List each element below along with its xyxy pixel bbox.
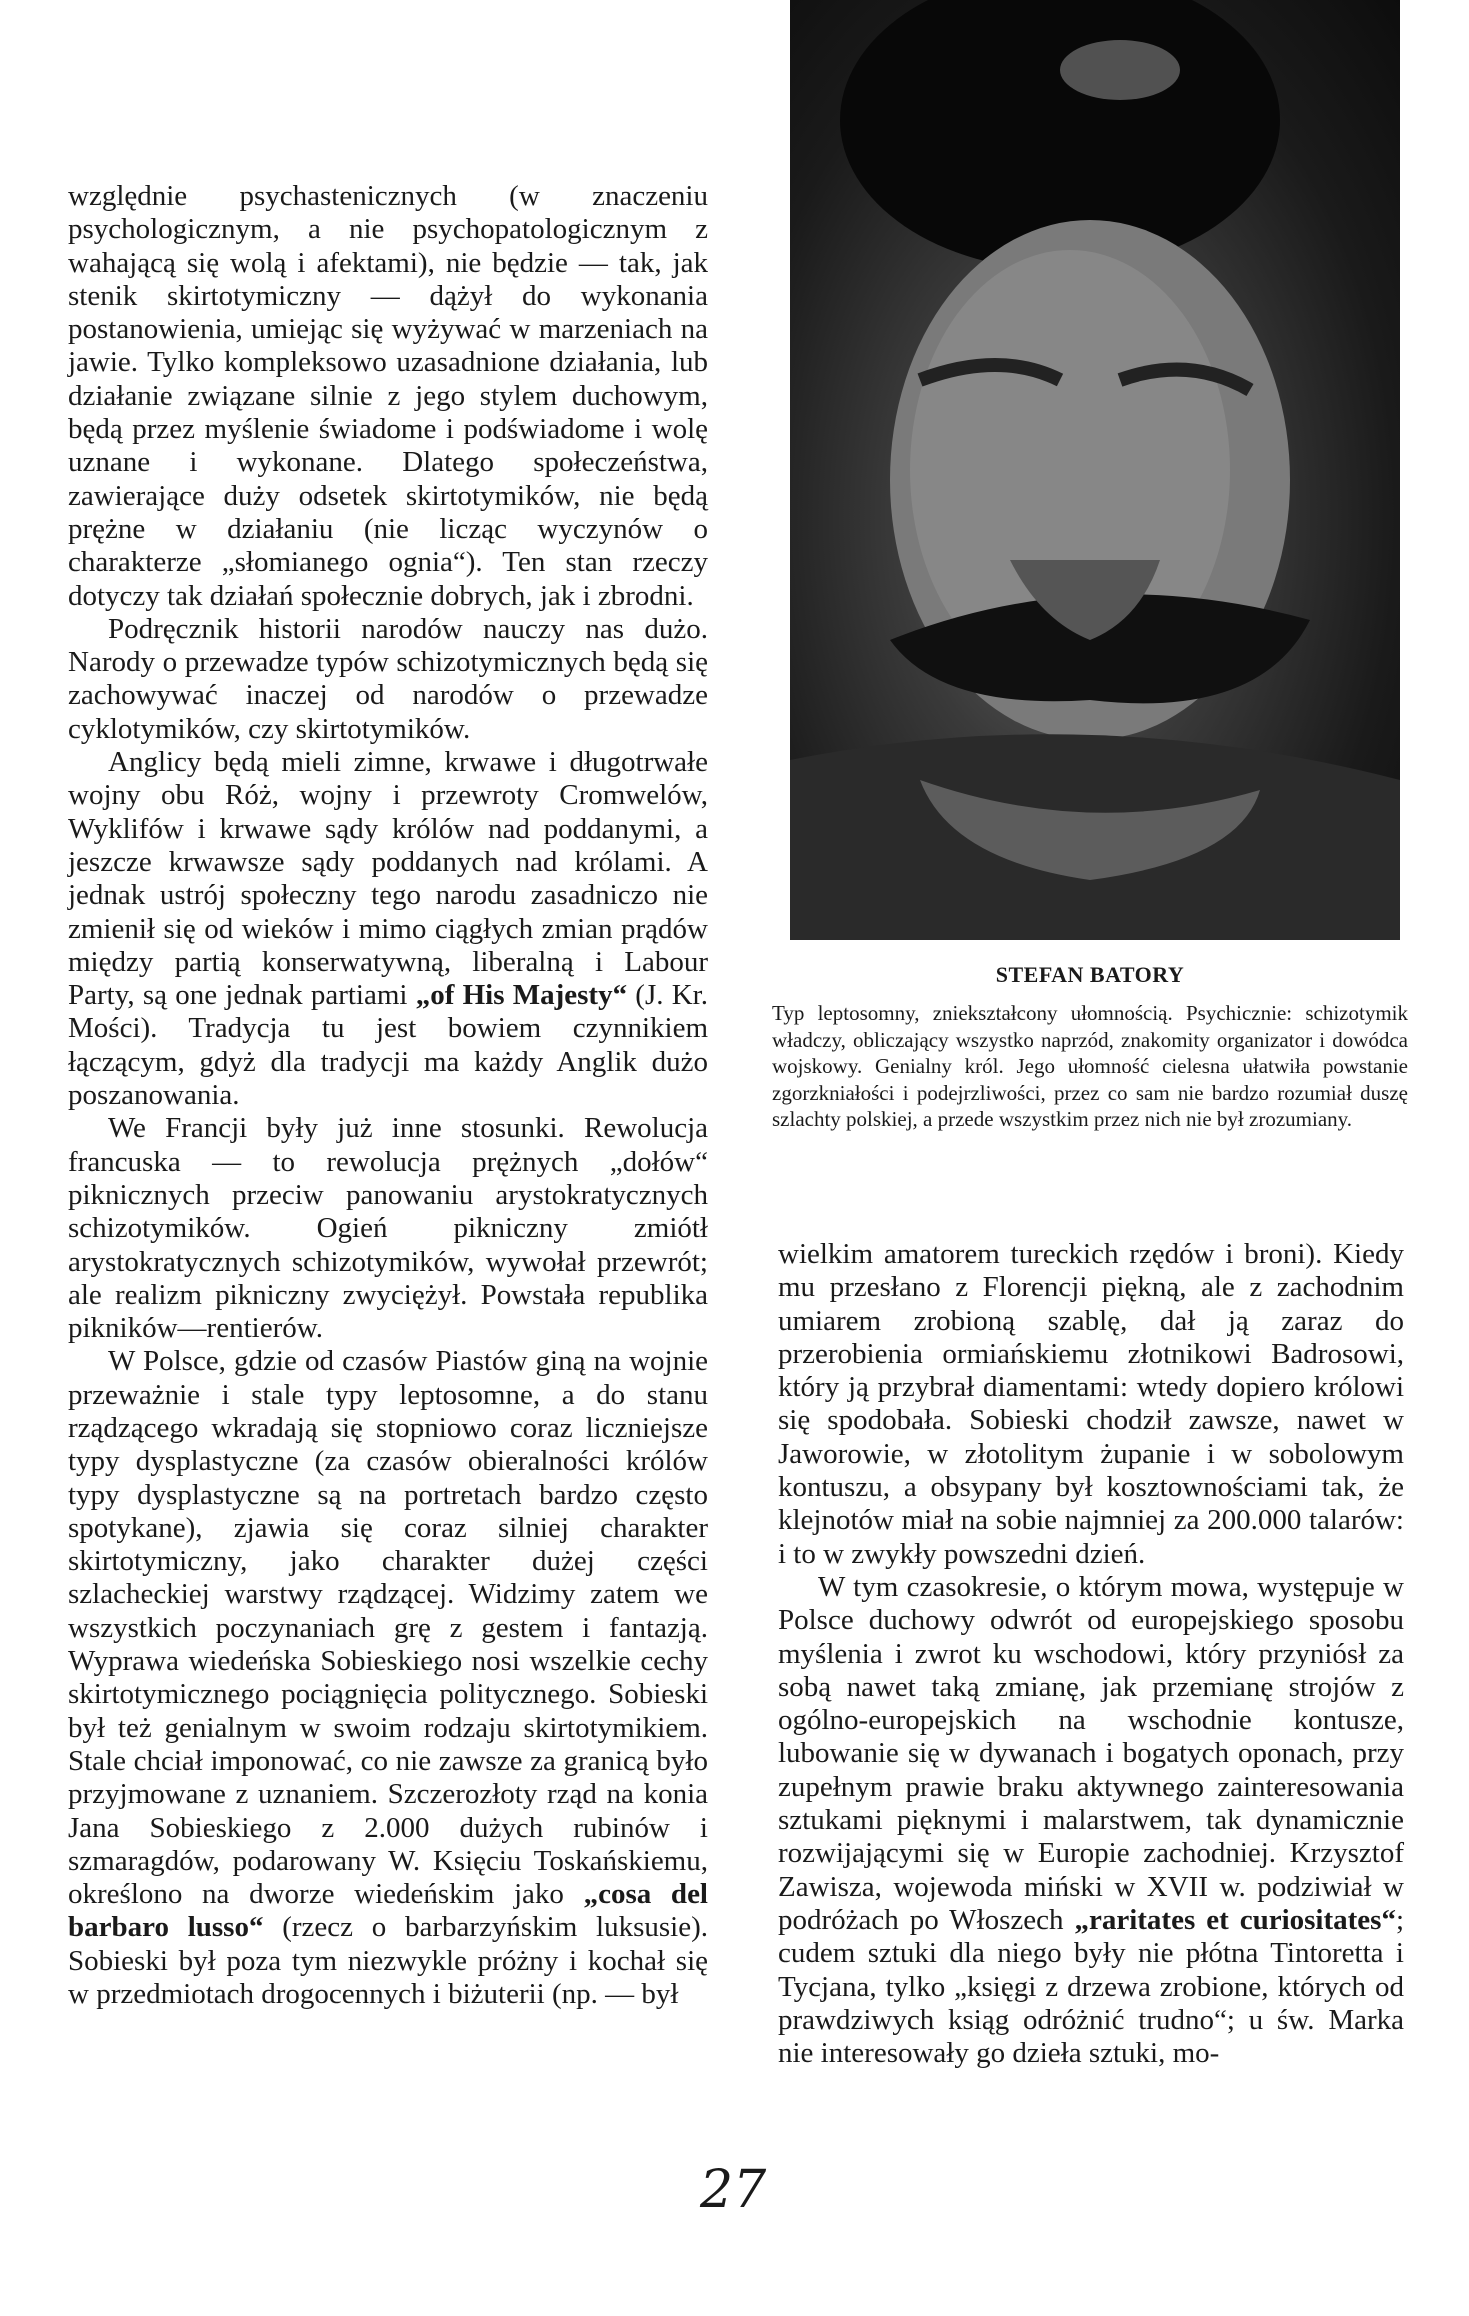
caption-body: Typ leptosomny, zniekształcony ułomnością. Psychicznie: schizotymik władczy, obliczający wszystko naprzód, znakomity organizator i dowódca wojskowy. Genialny król. Jego ułomność cielesna ułatwiła powstanie zgorzkniałości i podejrzliwości, przez co sam nie bardzo rozumiał duszę szlachty polskiej, a przede wszystkim przez nich nie był zrozumiany.: [772, 1001, 1408, 1131]
bold-phrase: „cosa del barbaro lusso“: [68, 1878, 708, 1944]
paragraph: W tym czasokresie, o którym mowa, występuje w Polsce duchowy odwrót od europejskiego sposobu myślenia i zwrot ku wschodowi, który przyniósł za sobą nawet taką zmianę, jak przemianę strojów z ogólno-europejskich na wschodnie kontusze, lubowanie się w dywanach i bogatych oponach, przy zupełnym prawie braku aktywnego zainteresowania sztukami pięknymi i malarstwem, tak dynamicznie rozwijającymi się w Europie zachodniej. Krzysztof Zawisza, wojewoda miński w XVII w. podziwiał w podróżach po Włoszech „raritates et curiositates“; cudem sztuki dla niego były nie płótna Tintoretta i Tycjana, tylko „księgi z drzewa zrobione, których od prawdziwych ksiąg odróżnić trudno“; u św. Marka nie interesowały go dzieła sztuki, mo-: [778, 1570, 1405, 2070]
bold-phrase: „of His Majesty“: [415, 979, 628, 1012]
paragraph: wielkim amatorem tureckich rzędów i broni). Kiedy mu przesłano z Florencji piękną, ale z zachodnim umiarem zrobioną szablę, dał ją zaraz do przerobienia ormiańskiemu złotnikowi Badrosowi, który ją przybrał diamentami: wtedy dopiero królowi się spodobała. Sobieski chodził zawsze, nawet w Jaworowie, w złotolitym żupanie i w sobolowym kontuszu, a obsypany był kosztownościami tak, że klejnotów miał na sobie najmniej za 200.000 talarów: i to w zwykły powszedni dzień.: [778, 1238, 1404, 1570]
left-text-column: [68, 180, 708, 2011]
right-text-column: [778, 1238, 1404, 2070]
portrait-photo: [790, 0, 1400, 940]
bold-phrase: „raritates et curiositates“: [1074, 1903, 1396, 1936]
paragraph: względnie psychastenicznych (w znaczeniu psychologicznym, a nie psychopatologicznym z wahającą się wolą i afektami), nie będzie — tak, jak stenik skirtotymiczny — dążył do wykonania postanowienia, umiejąc się wyżywać w marzeniach na jawie. Tylko kompleksowo uzasadnione działania, lub działanie związane silnie z jego stylem duchowym, będą przez myślenie świadome i podświadome i wolę uznane i wykonane. Dlatego społeczeństwa, zawierające duży odsetek skirtotymików, nie będą prężne w działaniu (nie licząc wyczynów o charakterze „słomianego ognia“). Ten stan rzeczy dotyczy tak działań społecznie dobrych, jak i zbrodni.: [68, 180, 708, 612]
paragraph: We Francji były już inne stosunki. Rewolucja francuska — to rewolucja prężnych „dołów“ piknicznych przeciw panowaniu arystokratycznych schizotymików. Ogień pikniczny zmiótł arystokratycznych schizotymików, wywołał przewrót; ale realizm pikniczny zwyciężył. Powstała republika pikników—rentierów.: [68, 1112, 708, 1345]
page-number: 27: [700, 2160, 767, 2220]
paragraph: Podręcznik historii narodów nauczy nas dużo. Narody o przewadze typów schizotymicznych będą się zachowywać inaczej od narodów o przewadze cyklotymików, czy skirtotymików.: [68, 612, 708, 745]
caption-title: STEFAN BATORY: [995, 962, 1185, 987]
photo-caption: [772, 962, 1408, 1133]
paragraph: Anglicy będą mieli zimne, krwawe i długotrwałe wojny obu Róż, wojny i przewroty Cromwelów, Wyklifów i krwawe sądy królów nad poddanymi, a jeszcze krwawsze sądy poddanych nad królami. A jednak ustrój społeczny tego narodu zasadniczo nie zmienił się od wieków i mimo ciągłych zmian prądów między partią konserwatywną, liberalną i Labour Party, są one jednak partiami „of His Majesty“ (J. Kr. Mości). Tradycja tu jest bowiem czynnikiem łączącym, gdyż dla tradycji ma każdy Anglik dużo poszanowania.: [68, 746, 708, 1112]
paragraph: W Polsce, gdzie od czasów Piastów giną na wojnie przeważnie i stale typy leptosomne, a do stanu rządzącego wkradają się stopniowo coraz liczniejsze typy dysplastyczne (za czasów obieralności królów typy dysplastyczne są na portretach bardzo często spotykane), zjawia się coraz silniej charakter skirtotymiczny, jako charakter dużej części szlacheckiej warstwy rządzącej. Widzimy zatem we wszystkich poczynaniach grę z gestem i fantazją. Wyprawa wiedeńska Sobieskiego nosi wszelkie cechy skirtotymicznego pociągnięcia politycznego. Sobieski był też genialnym w swoim rodzaju skirtotymikiem. Stale chciał imponować, co nie zawsze za granicą było przyjmowane z uznaniem. Szczerozłoty rząd na konia Jana Sobieskiego z 2.000 dużych rubinów i szmaragdów, podarowany W. Księciu Toskańskiemu, określono na dworze wiedeńskim jako „cosa del barbaro lusso“ (rzecz o barbarzyńskim luksusie). Sobieski był poza tym niezwykle próżny i kochał się w przedmiotach drogocennych i biżuterii (np. — był: [68, 1345, 708, 2011]
